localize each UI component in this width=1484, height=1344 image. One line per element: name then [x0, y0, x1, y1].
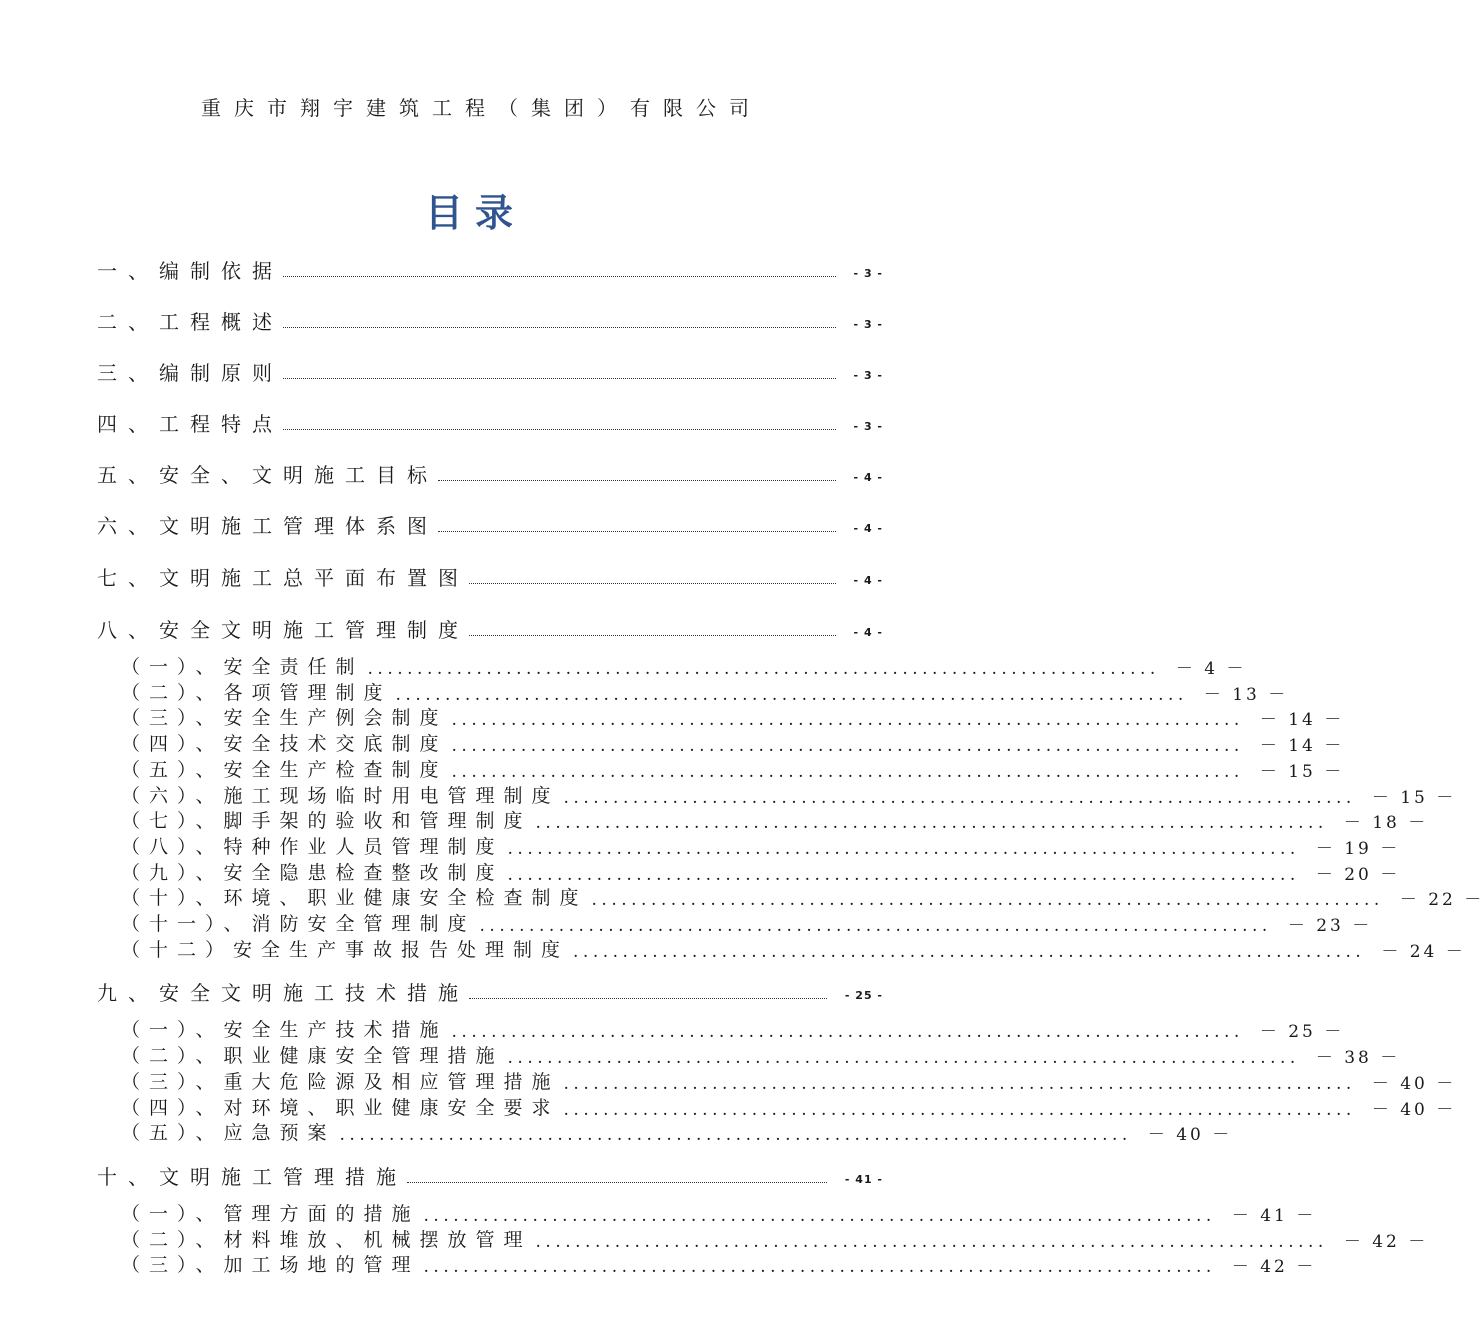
toc-leader-dots: ................................................................................ — [563, 787, 1356, 808]
toc-page-number: - 3 - — [853, 318, 883, 331]
toc-entry[interactable] — [97, 976, 883, 1006]
toc-leader-dots — [469, 997, 827, 999]
toc-entry[interactable] — [97, 561, 883, 591]
toc-subentry[interactable] — [121, 1252, 1317, 1278]
toc-leader-dots: ................................................................................ — [339, 1125, 1132, 1146]
toc-entry[interactable] — [97, 1160, 883, 1190]
toc-label: （三）、安全生产例会制度 — [121, 707, 448, 730]
toc-label: 四、工程特点 — [97, 412, 283, 436]
toc-label: （一）、安全生产技术措施 — [121, 1019, 448, 1042]
toc-leader-dots: ................................................................................ — [507, 864, 1300, 885]
toc-leader-dots — [283, 275, 836, 277]
toc-subentry[interactable] — [121, 1069, 1457, 1094]
toc-page-number: － 13 － — [1203, 684, 1289, 705]
company-header: 重庆市翔宇建筑工程（集团）有限公司 — [201, 96, 762, 120]
toc-subentry[interactable] — [121, 757, 1345, 782]
toc-leader-dots: ................................................................................ — [451, 710, 1244, 731]
toc-label: （一）、安全责任制 — [121, 656, 364, 678]
toc-label: （三）、重大危险源及相应管理措施 — [121, 1070, 560, 1093]
toc-leader-dots: ................................................................................ — [563, 1099, 1356, 1120]
toc-leader-dots: ................................................................................ — [423, 1257, 1216, 1278]
toc-page-number: － 38 － — [1315, 1048, 1401, 1069]
toc-page-number: － 40 － — [1371, 1099, 1457, 1120]
toc-label: 二、工程概述 — [97, 310, 283, 334]
toc-label: 七、文明施工总平面布置图 — [97, 566, 469, 590]
toc-page-number: － 42 － — [1343, 1231, 1429, 1252]
toc-label: （十）、环境、职业健康安全检查制度 — [121, 887, 588, 910]
toc-leader-dots: ................................................................................ — [423, 1205, 1216, 1226]
toc-label: 八、安全文明施工管理制度 — [97, 618, 469, 642]
toc-subentry[interactable] — [121, 937, 1466, 962]
toc-subentry[interactable] — [121, 885, 1484, 911]
toc-subentry[interactable] — [121, 808, 1429, 834]
toc-label: （十一）、消防安全管理制度 — [121, 913, 476, 935]
toc-label: （四）、安全技术交底制度 — [121, 733, 448, 756]
toc-leader-dots: ................................................................................ — [507, 838, 1300, 859]
toc-subentry[interactable] — [121, 1017, 1345, 1043]
toc-leader-dots — [469, 582, 836, 584]
toc-entry[interactable] — [97, 356, 883, 386]
toc-subentry[interactable] — [121, 860, 1401, 885]
toc-page-number: － 15 － — [1371, 787, 1457, 808]
toc-label: （一）、管理方面的措施 — [121, 1202, 420, 1225]
toc-page-number: - 25 - — [844, 989, 883, 1003]
toc-subentry[interactable] — [121, 1201, 1317, 1226]
toc-label: （二）、职业健康安全管理措施 — [121, 1045, 504, 1068]
toc-label: 九、安全文明施工技术措施 — [97, 981, 469, 1006]
toc-label: （六）、施工现场临时用电管理制度 — [121, 784, 560, 807]
page-title: 目录 — [424, 191, 525, 235]
toc-page-number: － 4 － — [1175, 659, 1247, 679]
toc-label: （二）、材料堆放、机械摆放管理 — [121, 1228, 532, 1251]
toc-leader-dots: ................................................................................ — [507, 1048, 1300, 1069]
toc-label: 一、编制依据 — [97, 259, 283, 283]
toc-page-number: － 22 － — [1399, 890, 1484, 911]
toc-page-number: - 4 - — [853, 626, 883, 639]
toc-page-number: － 18 － — [1343, 813, 1429, 834]
toc-leader-dots — [469, 634, 836, 636]
toc-leader-dots — [407, 1181, 827, 1183]
toc-entry[interactable] — [97, 458, 883, 488]
toc-page-number: － 20 － — [1315, 864, 1401, 885]
toc-page-number: － 23 － — [1287, 916, 1373, 936]
toc-subentry[interactable] — [121, 731, 1345, 757]
toc-subentry[interactable] — [121, 654, 1247, 679]
toc-page-number: － 24 － — [1381, 941, 1466, 962]
toc-page-number: － 41 － — [1231, 1205, 1317, 1226]
toc-label: （五）、安全生产检查制度 — [121, 758, 448, 781]
toc-label: （二）、各项管理制度 — [121, 681, 392, 704]
toc-leader-dots — [438, 479, 836, 481]
toc-leader-dots — [283, 377, 836, 379]
toc-label: （八）、特种作业人员管理制度 — [121, 835, 504, 858]
toc-leader-dots: ................................................................................ — [591, 890, 1384, 911]
toc-entry[interactable] — [97, 509, 883, 539]
toc-entry[interactable] — [97, 407, 883, 437]
toc-label: （十二）安全生产事故报告处理制度 — [121, 938, 570, 961]
toc-subentry[interactable] — [121, 1095, 1457, 1120]
toc-page-number: - 3 - — [853, 267, 883, 280]
toc-page-number: － 14 － — [1259, 736, 1345, 757]
toc-subentry[interactable] — [121, 1043, 1401, 1069]
toc-page-number: － 42 － — [1231, 1257, 1317, 1278]
toc-entry[interactable] — [97, 254, 883, 284]
toc-leader-dots: ................................................................................ — [451, 736, 1244, 757]
toc-leader-dots: ................................................................................ — [563, 1073, 1356, 1094]
toc-page-number: － 14 － — [1259, 710, 1345, 731]
toc-subentry[interactable] — [121, 783, 1457, 808]
toc-page-number: － 15 － — [1259, 761, 1345, 782]
toc-page-number: - 4 - — [853, 471, 883, 484]
toc-subentry[interactable] — [121, 1120, 1233, 1146]
toc-subentry[interactable] — [121, 834, 1401, 859]
toc-page-number: - 41 - — [844, 1172, 883, 1186]
toc-page-number: - 4 - — [853, 522, 883, 535]
toc-page-number: - 3 - — [853, 420, 883, 433]
toc-label: 三、编制原则 — [97, 361, 283, 385]
toc-label: （五）、应急预案 — [121, 1122, 336, 1145]
toc-label: （三）、加工场地的管理 — [121, 1254, 420, 1277]
toc-page-number: － 40 － — [1147, 1125, 1233, 1146]
toc-leader-dots: ................................................................................ — [573, 941, 1366, 962]
toc-leader-dots: ................................................................................ — [451, 1022, 1244, 1043]
toc-page-number: - 3 - — [853, 369, 883, 382]
toc-leader-dots: ................................................................................ — [479, 916, 1272, 936]
toc-label: （九）、安全隐患检查整改制度 — [121, 861, 504, 884]
toc-page-number: － 19 － — [1315, 838, 1401, 859]
toc-leader-dots — [283, 326, 836, 328]
toc-leader-dots: ................................................................................ — [535, 1231, 1328, 1252]
toc-label: （四）、对环境、职业健康安全要求 — [121, 1096, 560, 1119]
toc-leader-dots: ................................................................................ — [395, 684, 1188, 705]
toc-page-number: － 25 － — [1259, 1022, 1345, 1043]
toc-subentry[interactable] — [121, 1227, 1429, 1252]
toc-leader-dots: ................................................................................ — [367, 659, 1160, 679]
toc-label: 五、安全、文明施工目标 — [97, 463, 438, 487]
toc-page-number: - 4 - — [853, 574, 883, 587]
toc-subentry[interactable] — [121, 911, 1373, 936]
toc-page-number: － 40 － — [1371, 1073, 1457, 1094]
toc-subentry[interactable] — [121, 705, 1345, 731]
toc-label: 十、文明施工管理措施 — [97, 1164, 407, 1189]
toc-leader-dots: ................................................................................ — [535, 813, 1328, 834]
toc-leader-dots — [438, 530, 836, 532]
toc-label: （七）、脚手架的验收和管理制度 — [121, 810, 532, 833]
toc-leader-dots — [283, 428, 836, 430]
toc-subentry[interactable] — [121, 680, 1289, 705]
toc-leader-dots: ................................................................................ — [451, 761, 1244, 782]
toc-entry[interactable] — [97, 305, 883, 335]
toc-label: 六、文明施工管理体系图 — [97, 514, 438, 538]
toc-entry[interactable] — [97, 613, 883, 643]
